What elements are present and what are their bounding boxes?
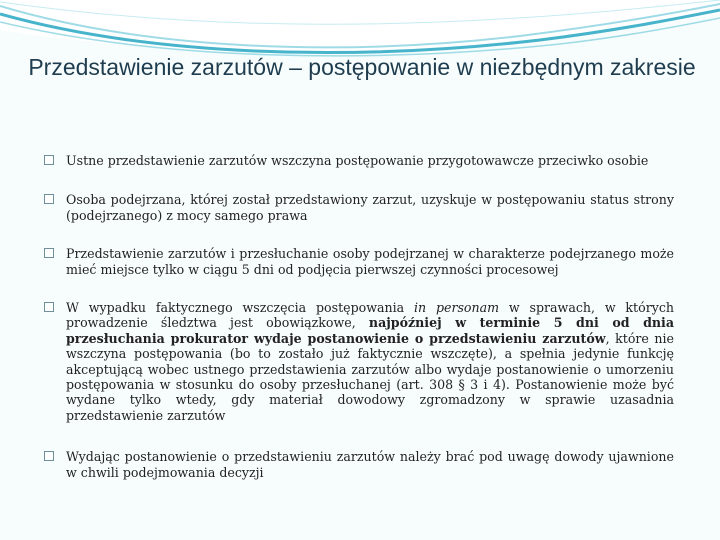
bullet-text: Osoba podejrzana, której został przedstawiony zarzut, uzyskuje w postępowaniu status strony (podejrzanego) z mocy samego prawa <box>66 192 674 223</box>
bullet-text-bold: najpóźniej w terminie 5 dni od dnia przesłuchania prokurator wydaje postanowienie o przedstawieniu zarzutów <box>66 315 674 346</box>
square-bullet-icon <box>44 248 54 258</box>
bullet-text: Przedstawienie zarzutów i przesłuchanie osoby podejrzanej w charakterze podejrzanego może mieć miejsce tylko w ciągu 5 dni od podjęcia pierwszej czynności procesowej <box>66 246 674 277</box>
slide-title: Przedstawienie zarzutów – postępowanie w niezbędnym zakresie <box>28 54 696 80</box>
bullet-text: Ustne przedstawienie zarzutów wszczyna postępowanie przygotowawcze przeciwko osobie <box>66 153 649 168</box>
bullet-text-italic: in personam <box>413 300 500 316</box>
bullet-text: Wydając postanowienie o przedstawieniu zarzutów należy brać pod uwagę dowody ujawnione w chwili podejmowania decyzji <box>66 449 674 480</box>
header-wave-decoration <box>0 0 720 60</box>
bullet-item <box>44 192 674 223</box>
square-bullet-icon <box>44 155 54 165</box>
bullet-item <box>44 300 674 423</box>
square-bullet-icon <box>44 194 54 204</box>
bullet-item <box>44 153 674 168</box>
square-bullet-icon <box>44 302 54 312</box>
square-bullet-icon <box>44 451 54 461</box>
bullet-text-part: , które nie wszczyna postępowania (bo to zostało już faktycznie wszczęte), a spełnia jedynie funkcję akceptującą wobec ustnego przedstawienia zarzutów albo wydaje postanowienie o umorzeniu postępowania w stosunku do osoby przesłuchanej (art. 308 § 3 i 4). Postanowienie może być wydane tylko wtedy, gdy materiał dowodowy zgromadzony w sprawie uzasadnia przedstawienie zarzutów <box>66 330 674 423</box>
bullet-list <box>44 153 674 480</box>
bullet-text-part: w sprawach, w których prowadzenie śledztwa jest obowiązkowe, <box>66 300 674 331</box>
bullet-item <box>44 449 674 480</box>
bullet-text-part: W wypadku faktycznego wszczęcia postępowania <box>66 300 414 316</box>
bullet-item <box>44 246 674 277</box>
